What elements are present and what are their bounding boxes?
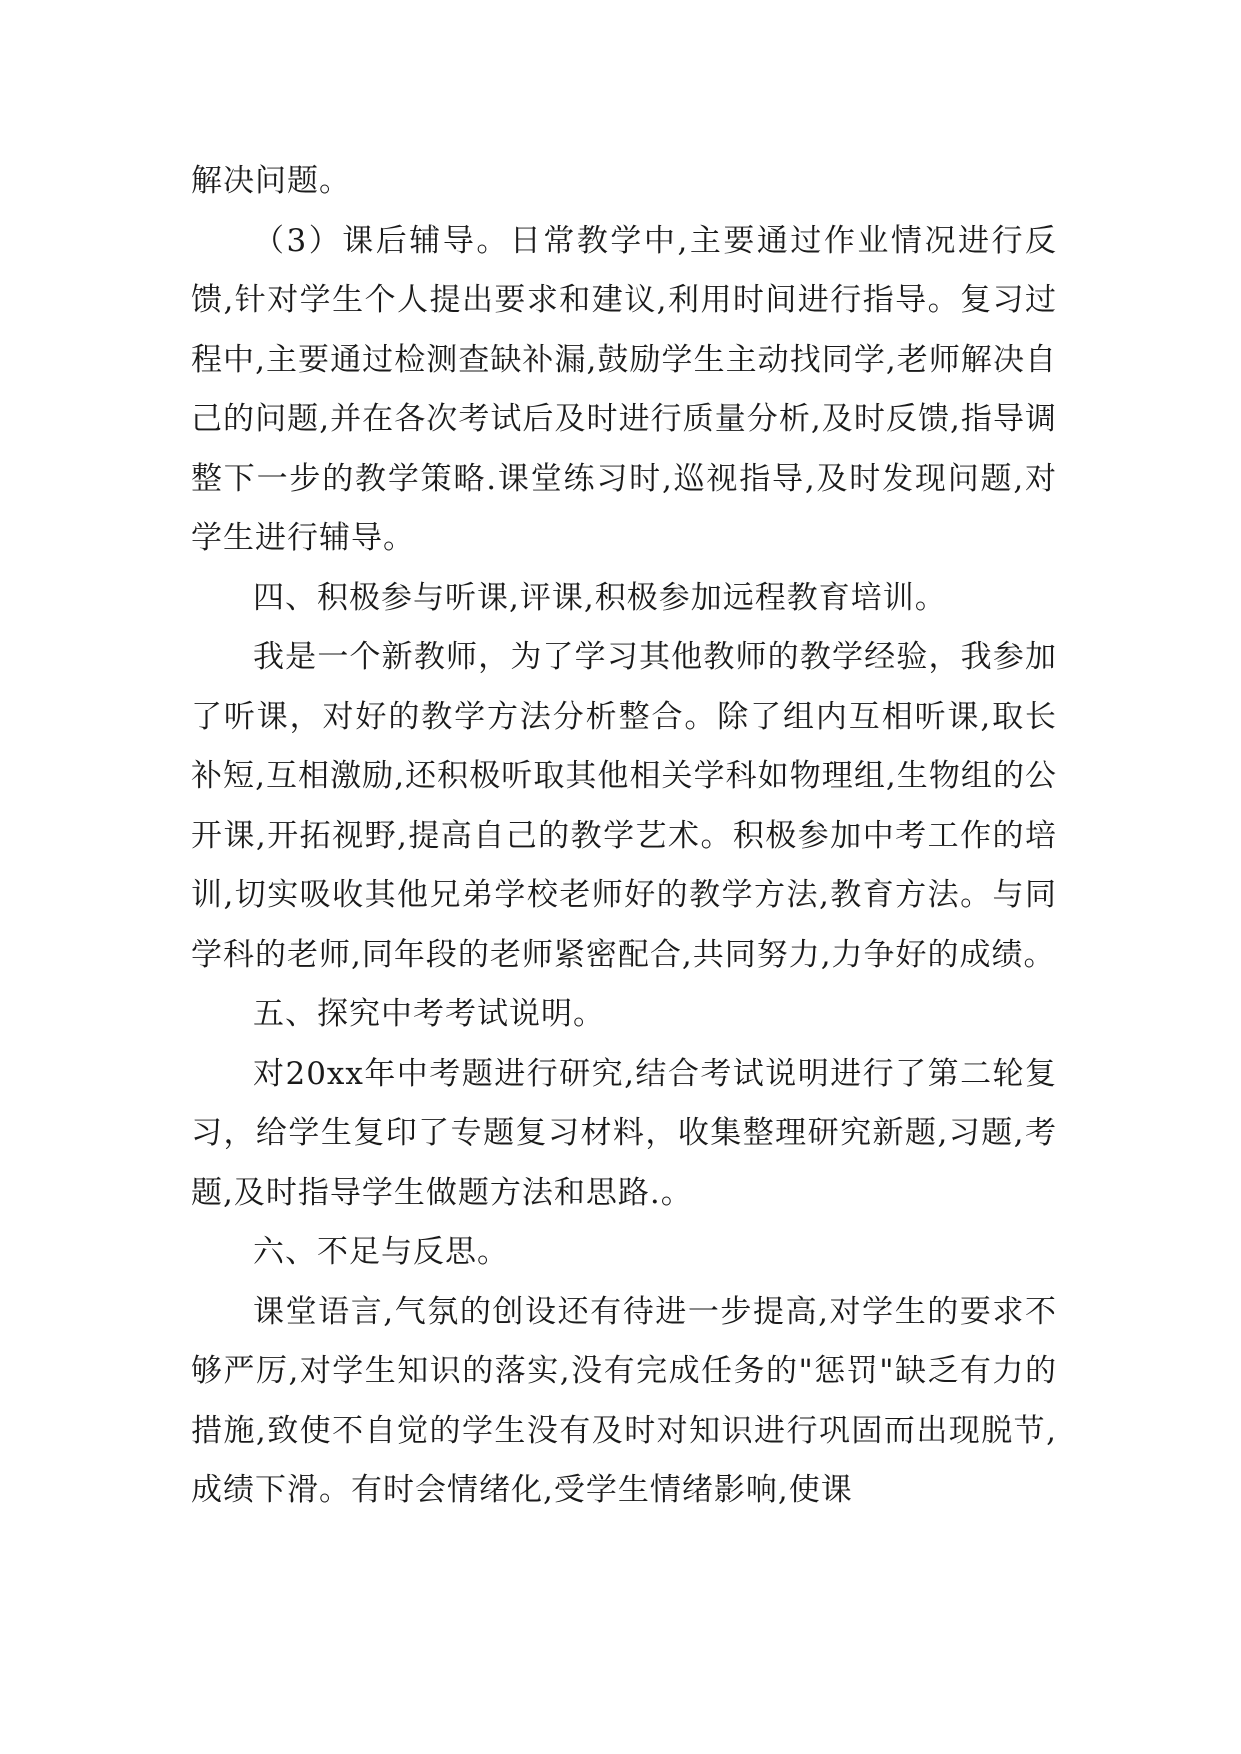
- paragraph-exam-research: 对20xx年中考题进行研究,结合考试说明进行了第二轮复习，给学生复印了专题复习材料，收集整理研究新题,习题,考题,及时指导学生做题方法和思路.。: [191, 1055, 1057, 1211]
- section-heading-six: 六、不足与反思。: [253, 1234, 509, 1270]
- document-body: [191, 152, 1057, 1521]
- paragraph-continuation: 解决问题。: [191, 163, 351, 199]
- paragraph-reflection: 课堂语言,气氛的创设还有待进一步提高,对学生的要求不够严厉,对学生知识的落实,没有完成任务的"惩罚"缺乏有力的措施,致使不自觉的学生没有及时对知识进行巩固而出现脱节,成绩下滑。有时会情绪化,受学生情绪影响,使课: [191, 1293, 1057, 1508]
- section-heading-five: 五、探究中考考试说明。: [253, 996, 605, 1032]
- paragraph-after-class-tutoring: （3）课后辅导。日常教学中,主要通过作业情况进行反馈,针对学生个人提出要求和建议,利用时间进行指导。复习过程中,主要通过检测查缺补漏,鼓励学生主动找同学,老师解决自己的问题,并在各次考试后及时进行质量分析,及时反馈,指导调整下一步的教学策略.课堂练习时,巡视指导,及时发现问题,对学生进行辅导。: [191, 222, 1057, 556]
- paragraph-new-teacher: 我是一个新教师，为了学习其他教师的教学经验，我参加了听课，对好的教学方法分析整合。除了组内互相听课,取长补短,互相激励,还积极听取其他相关学科如物理组,生物组的公开课,开拓视野,提高自己的教学艺术。积极参加中考工作的培训,切实吸收其他兄弟学校老师好的教学方法,教育方法。与同学科的老师,同年段的老师紧密配合,共同努力,力争好的成绩。: [191, 639, 1057, 973]
- section-heading-four: 四、积极参与听课,评课,积极参加远程教育培训。: [253, 579, 947, 616]
